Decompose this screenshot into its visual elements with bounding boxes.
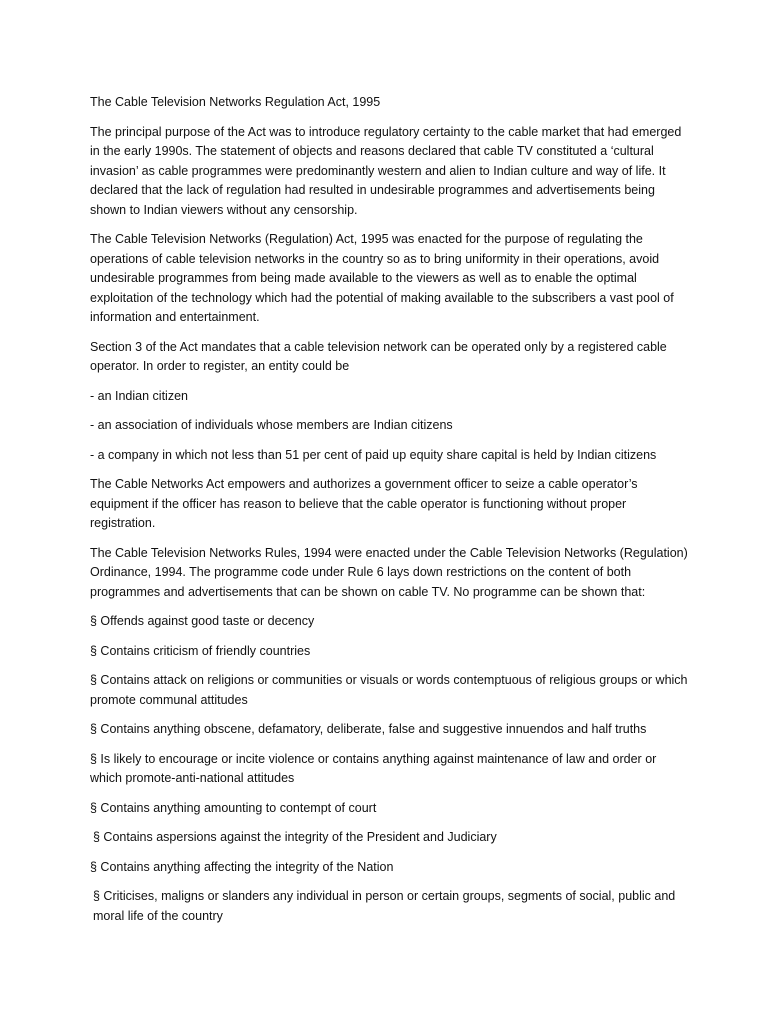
list-item-restriction: § Criticises, maligns or slanders any individual in person or certain groups, segments of social, public and moral life of the country [93,889,676,923]
paragraph-rules-1994: The Cable Television Networks Rules, 1994 were enacted under the Cable Television Networks (Regulation) Ordinance, 1994. The programme code under Rule 6 lays down restrictions on the content of both programmes and advertisements that can be shown on cable TV. No programme can be shown that: [90,545,688,599]
list-item-restriction: § Contains aspersions against the integrity of the President and Judiciary [93,830,497,844]
list-item-restriction: § Contains criticism of friendly countries [90,643,311,658]
document-title: The Cable Television Networks Regulation Act, 1995 [90,95,381,109]
paragraph-purpose: The principal purpose of the Act was to introduce regulatory certainty to the cable market that had emerged in the early 1990s. The statement of objects and reasons declared that cable TV constituted a ‘cultural invasion’ as cable programmes were predominantly western and alien to Indian culture and way of life. It declared that the lack of regulation had resulted in undesirable programmes and advertisements being shown to Indian viewers without any censorship. [90,124,682,217]
list-item-restriction: § Contains attack on religions or communities or visuals or words contemptuous of religious groups or which promote communal attitudes [90,673,688,707]
list-item-restriction: § Contains anything obscene, defamatory, deliberate, false and suggestive innuendos and half truths [90,722,647,736]
list-item-entity: - a company in which not less than 51 per cent of paid up equity share capital is held by Indian citizens [90,447,657,462]
list-item-restriction: § Contains anything affecting the integrity of the Nation [90,859,394,874]
list-item-restriction: § Is likely to encourage or incite violence or contains anything against maintenance of law and order or which promote-anti-national attitudes [90,751,657,785]
list-item-restriction: § Offends against good taste or decency [90,614,315,628]
paragraph-section-3: Section 3 of the Act mandates that a cable television network can be operated only by a registered cable operator. In order to register, an entity could be [90,339,667,373]
list-item-entity: - an Indian citizen [90,388,188,403]
document-page [90,93,690,936]
list-item-entity: - an association of individuals whose members are Indian citizens [90,418,453,432]
paragraph-enactment: The Cable Television Networks (Regulation) Act, 1995 was enacted for the purpose of regulating the operations of cable television networks in the country so as to bring uniformity in their operations, avoid undesirable programmes from being made available to the viewers as well as to enable the optimal exploitation of the technology which had the potential of making available to the subscribers a vast pool of information and entertainment. [90,232,674,324]
paragraph-seizure: The Cable Networks Act empowers and authorizes a government officer to seize a cable operator’s equipment if the officer has reason to believe that the cable operator is functioning without proper registration. [90,477,638,530]
list-item-restriction: § Contains anything amounting to contempt of court [90,800,377,815]
